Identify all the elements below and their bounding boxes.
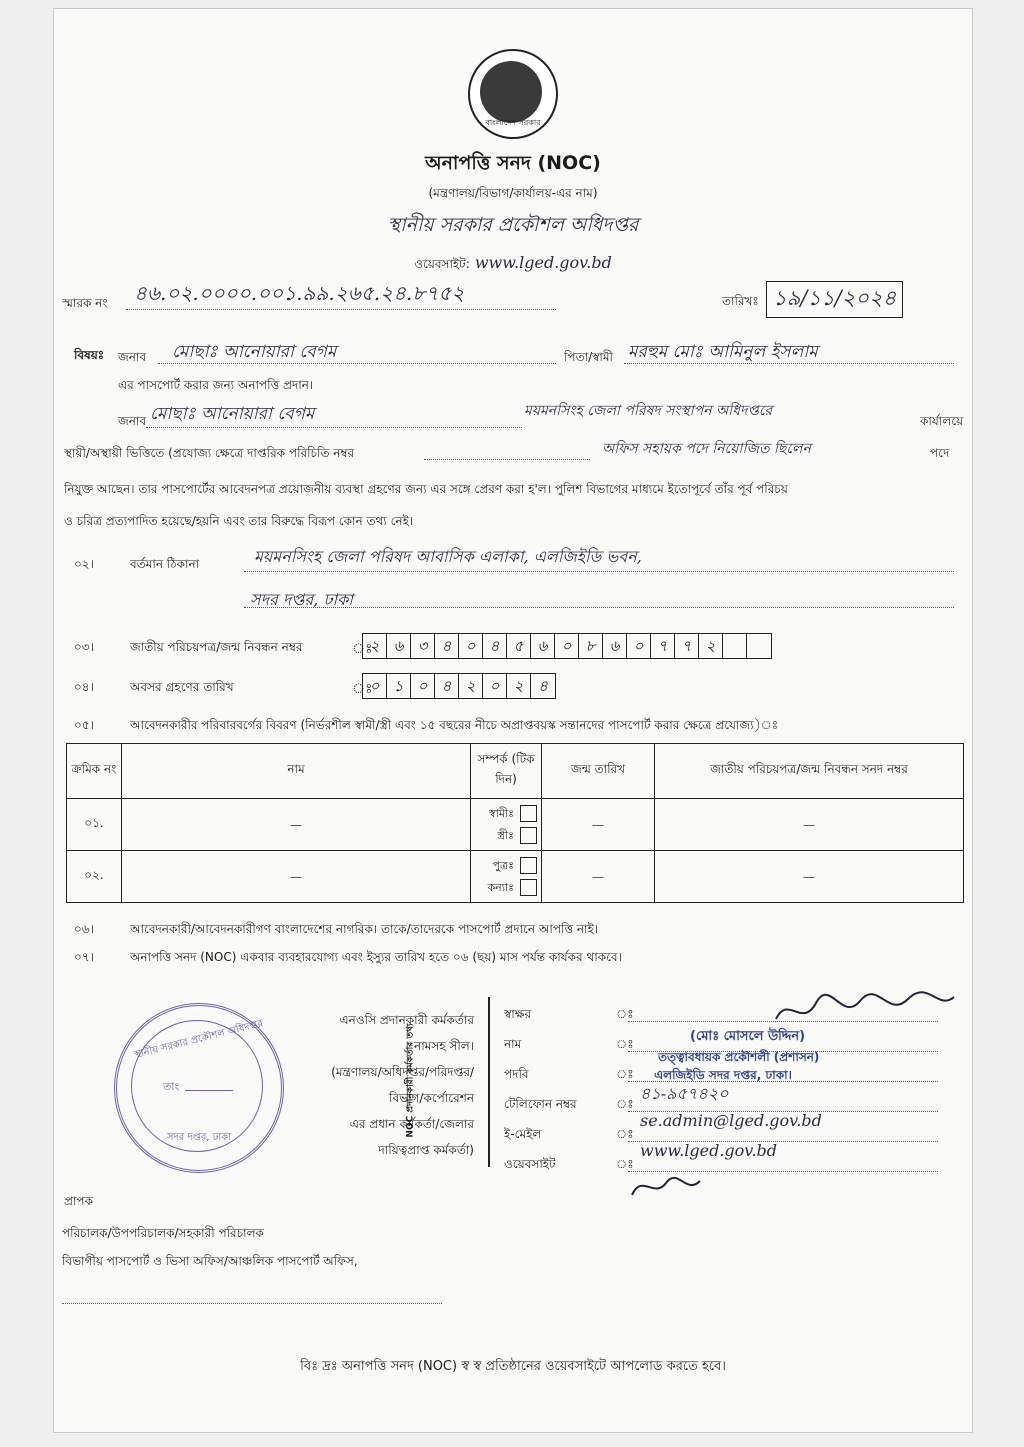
body-designation-handwritten: অফিস সহায়ক পদে নিয়োজিত ছিলেন xyxy=(602,441,811,457)
memo-ref-label: স্মারক নং xyxy=(62,296,108,310)
item-02-number: ০২। xyxy=(74,557,94,571)
present-address-line2: সদর দপ্তর, ঢাকা xyxy=(250,590,353,609)
website-field-label: ওয়েবসাইট xyxy=(504,1157,556,1171)
officer-website: www.lged.gov.bd xyxy=(640,1141,778,1160)
officer-office: এলজিইডি সদর দপ্তর, ঢাকা। xyxy=(654,1068,792,1082)
table-row xyxy=(67,851,964,903)
son-checkbox[interactable] xyxy=(520,857,537,874)
digit-box: ০ xyxy=(483,674,507,698)
present-address-line1: ময়মনসিংহ জেলা পরিষদ আবাসিক এলাকা, এলজিইডি ভবন, xyxy=(254,547,642,566)
item-05-label: আবেদনকারীর পরিবারবর্গের বিবরণ (নির্ভরশীল স্বামী/স্ত্রী এবং ১৫ বছরের নীচে অপ্রাপ্তবয়স্ক সন্তানদের পাসপোর্ট করার ক্ষেত্রে প্রযোজ্য)ঃ xyxy=(130,718,779,732)
phone-label: টেলিফোন নম্বর xyxy=(504,1097,577,1111)
family-details-table xyxy=(66,743,964,903)
digit-box: ৬ xyxy=(531,634,555,658)
officer-phone: ৪১-৯৫৭৪২০ xyxy=(640,1084,729,1103)
signature-label: স্বাক্ষর xyxy=(504,1007,532,1021)
footer-note: বিঃ দ্রঃ অনাপত্তি সনদ (NOC) স্ব স্ব প্রতিষ্ঠানের ওয়েবসাইটে আপলোড করতে হবে। xyxy=(300,1359,726,1374)
document-subtitle: (মন্ত্রণালয়/বিভাগ/কার্যালয়-এর নাম) xyxy=(428,186,598,200)
memo-date-value: ১৯/১১/২০২৪ xyxy=(766,281,903,318)
digit-box: ২ xyxy=(507,674,531,698)
family-table-header xyxy=(67,744,964,799)
col-dob: জন্ম তারিখ xyxy=(542,744,655,799)
digit-box: ৭ xyxy=(675,634,699,658)
body-line3: নিযুক্ত আছেন। তার পাসপোর্টের আবেদনপত্র প্রয়োজনীয় ব্যবস্থা গ্রহণের জন্য এর সঙ্গে প্রেরণ করা হ'ল। পুলিশ বিভাগের মাধ্যমে ইতোপূর্বে তাঁর পূর্ব পরিচয় xyxy=(64,482,788,496)
document-title: অনাপত্তি সনদ (NOC) xyxy=(425,152,601,174)
officer-name: (মোঃ মোসলে উদ্দিন) xyxy=(690,1029,806,1044)
memo-date-label: তারিখঃ xyxy=(722,294,759,308)
digit-box xyxy=(747,634,771,658)
recipient-line2: বিভাগীয় পাসপোর্ট ও ভিসা অফিস/আঞ্চলিক পাসপোর্ট অফিস, xyxy=(62,1254,358,1268)
digit-box: ০ xyxy=(411,674,435,698)
seal-bottom-text: সদর দপ্তর, ঢাকা xyxy=(166,1132,232,1143)
item-06-number: ০৬। xyxy=(74,922,94,936)
row-nid: — xyxy=(655,851,964,903)
row-dob: — xyxy=(542,851,655,903)
row-name: — xyxy=(122,851,471,903)
row-serial: ০১. xyxy=(67,799,122,851)
officer-designation: তত্ত্বাবধায়ক প্রকৌশলী (প্রশাসন) xyxy=(658,1050,820,1064)
seal-date-label: তাং xyxy=(163,1080,180,1093)
seal-text: স্থানীয় সরকার প্রকৌশল অধিদপ্তর xyxy=(133,1018,265,1061)
row-serial: ০২. xyxy=(67,851,122,903)
subject-label: বিষয়ঃ xyxy=(74,348,105,362)
relation-son-label: পুত্রঃ xyxy=(492,858,514,872)
item-04-label: অবসর গ্রহণের তারিখ xyxy=(130,680,234,694)
col-relation: সম্পর্ক (টিক দিন) xyxy=(471,744,542,799)
subject-janab: জনাব xyxy=(118,350,147,364)
col-nid: জাতীয় পরিচয়পত্র/জন্ম নিবন্ধন সনদ নম্বর xyxy=(655,744,964,799)
recipient-line1: পরিচালক/উপপরিচালক/সহকারী পরিচালক xyxy=(62,1226,264,1240)
table-row xyxy=(67,799,964,851)
item-07-text: অনাপত্তি সনদ (NOC) একবার ব্যবহারযোগ্য এবং ইস্যুর তারিখ হতে ০৬ (ছয়) মাস পর্যন্ত কার্যকর থাকবে। xyxy=(130,950,622,964)
digit-box: ০ xyxy=(459,634,483,658)
digit-box: ২ xyxy=(363,634,387,658)
digit-box: ৬ xyxy=(387,634,411,658)
digit-box: ১ xyxy=(387,674,411,698)
body-janab: জনাব xyxy=(118,414,147,428)
name-label: নাম xyxy=(504,1037,522,1051)
item-04-number: ০৪। xyxy=(74,680,94,694)
email-label: ই-মেইল xyxy=(504,1127,542,1141)
relation-husband-label: স্বামীঃ xyxy=(488,806,514,820)
designation-label: পদবি xyxy=(504,1067,529,1081)
digit-box: ০ xyxy=(627,634,651,658)
father-value: মরহুম মোঃ আমিনুল ইসলাম xyxy=(628,342,818,362)
digit-box: ৬ xyxy=(603,634,627,658)
relation-wife-label: স্ত্রীঃ xyxy=(497,828,514,842)
emblem-text: বাংলাদেশ সরকার xyxy=(485,118,541,127)
digit-box: ৪ xyxy=(435,634,459,658)
item-03-label: জাতীয় পরিচয়পত্র/জন্ম নিবন্ধন নম্বর xyxy=(130,640,303,654)
body-line4: ও চরিত্র প্রত্যপাদিত হয়েছে/হয়নি এবং তার বিরুদ্ধে বিরূপ কোন তথ্য নেই। xyxy=(64,514,414,528)
father-label: পিতা/স্বামী xyxy=(564,350,613,364)
item-06-text: আবেদনকারী/আবেদনকারীগণ বাংলাদেশের নাগরিক। তাকে/তাদেরকে পাসপোর্ট প্রদানে আপত্তি নাই। xyxy=(130,922,599,936)
husband-checkbox[interactable] xyxy=(520,805,537,822)
body-applicant-name: মোছাঃ আনোয়ারা বেগম xyxy=(150,404,315,424)
row-name: — xyxy=(122,799,471,851)
body-office-suffix: কার্যালয়ে xyxy=(920,414,964,428)
item-02-label: বর্তমান ঠিকানা xyxy=(130,557,200,571)
item-05-number: ০৫। xyxy=(74,718,94,732)
memo-ref-value: ৪৬.০২.০০০০.০০১.৯৯.২৬৫.২৪.৮৭৫২ xyxy=(134,281,465,305)
website-label: ওয়েবসাইট: xyxy=(414,257,470,271)
body-office-handwritten: ময়মনসিংহ জেলা পরিষদ সংস্থাপন অধিদপ্তরে xyxy=(524,403,773,419)
applicant-name: মোছাঃ আনোয়ারা বেগম xyxy=(172,342,337,362)
digit-box: ০ xyxy=(363,674,387,698)
digit-box: ৮ xyxy=(579,634,603,658)
row-dob: — xyxy=(542,799,655,851)
digit-box: ৪ xyxy=(483,634,507,658)
office-name: স্থানীয় সরকার প্রকৌশল অধিদপ্তর xyxy=(387,214,639,236)
digit-box: ৫ xyxy=(507,634,531,658)
issuer-description: এনওসি প্রদানকারী কর্মকর্তার নামসহ সীল। (মন্ত্রণালয়/অধিদপ্তর/পরিদপ্তর/ বিভাগ/কর্পোরেশন এর প্রধান কর্মকর্তা/জেলার দায়িত্বপ্রাপ্ত কর্মকর্তা) xyxy=(331,1013,474,1157)
daughter-checkbox[interactable] xyxy=(520,879,537,896)
relation-daughter-label: কন্যাঃ xyxy=(487,880,514,894)
retirement-date-boxes xyxy=(362,673,556,699)
recipient-label: প্রাপক xyxy=(64,1194,93,1208)
digit-box: ৪ xyxy=(435,674,459,698)
digit-box: ২ xyxy=(459,674,483,698)
issuer-field-labels xyxy=(504,999,577,1179)
item-07-number: ০৭। xyxy=(74,950,94,964)
digit-box xyxy=(723,634,747,658)
wife-checkbox[interactable] xyxy=(520,827,537,844)
noc-officer-vertical-label: NOC প্রদানকারী কর্মকর্তার তথ্য xyxy=(405,1023,416,1138)
digit-box: ০ xyxy=(555,634,579,658)
col-serial: ক্রমিক নং xyxy=(67,744,122,799)
website-value: www.lged.gov.bd xyxy=(474,253,612,272)
initial-signature xyxy=(626,1169,706,1205)
government-emblem xyxy=(468,49,558,139)
officer-email: se.admin@lged.gov.bd xyxy=(640,1111,822,1130)
digit-box: ৪ xyxy=(538,677,548,695)
body-line2: স্থায়ী/অস্থায়ী ভিত্তিতে (প্রযোজ্য ক্ষেত্রে দাপ্তরিক পরিচিতি নম্বর xyxy=(64,446,355,460)
body-line2-end: পদে xyxy=(930,446,950,460)
noc-document-page: বাংলাদেশ সরকার অনাপত্তি সনদ (NOC) (মন্ত্রণালয়/বিভাগ/কার্যালয়-এর নাম) স্থানীয় সরকার প্রকৌশল অধিদপ্তর ওয়েবসাইট: www.lged.gov.bd স্মারক নং ৪৬.০২.০০০০.০০১.৯৯.২৬৫.২৪.৮৭৫২ তারিখঃ ১৯/১১/২০২৪ বিষয়ঃ জনাব মোছাঃ আনোয়ারা বেগম পিতা/স্বামী মরহুম মোঃ আমিনুল ইসলাম এর পাসপোর্ট করার জন্য অনাপত্তি প্রদান। জনাব মোছাঃ আনোয়ারা বেগম ময়মনসিংহ জেলা পরিষদ সংস্থাপন অধিদপ্তরে কার্যালয়ে স্থায়ী/অস্থায়ী ভিত্তিতে (প্রযোজ্য ক্ষেত্রে দাপ্তরিক পরিচিতি নম্বর অফিস সহায়ক পদে নিয়োজিত ছিলেন পদে নিযুক্ত আছেন। তার পাসপোর্টের আবেদনপত্র প্রয়োজনীয় ব্যবস্থা গ্রহণের জন্য এর সঙ্গে প্রেরণ করা হ'ল। পুলিশ বিভাগের মাধ্যমে ইতোপূর্বে তাঁর পূর্ব পরিচয় ও চরিত্র প্রত্যপাদিত হয়েছে/হয়নি এবং তার বিরুদ্ধে বিরূপ কোন তথ্য নেই। ০২। বর্তমান ঠিকানা ময়মনসিংহ জেলা পরিষদ আবাসিক এলাকা, এলজিইডি ভবন, সদর দপ্তর, ঢাকা ০৩। জাতীয় পরিচয়পত্র/জন্ম নিবন্ধন নম্বর ঃ ২ ৬ ৩ ৪ ০ ৪ ৫ ৬ ০ ৮ ৬ ০ ৭ ৭ ২ ০৪। অবসর গ্রহণের তারিখ ঃ ০ ১ ০ ৪ ২ ০ ২ ৪ ০৫। আবেদনকারীর পরিবারবর্গের বিবরণ (নির্ভরশীল স্বামী/স্ত্রী এবং ১৫ বছরের নীচে অপ্রাপ্তবয়স্ক সন্তানদের পাসপোর্ট করার ক্ষেত্রে প্রযোজ্য)ঃ ক্রমিক নং নাম সম্পর্ক (টিক দিন) জন্ম তারিখ জাতীয় পরিচয়পত্র/জন্ম নিবন্ধন সনদ নম্বর ০১. — স্বামীঃ স্ত্রীঃ — — ০২. — পুত্রঃ কন্যাঃ — — ০৬। আবেদনকারী/আবেদনকারীগণ বাংলাদেশের নাগরিক। তাকে/তাদেরকে পাসপোর্ট প্রদানে আপত্তি নাই। ০৭। অনাপত্তি সনদ (NOC) একবার ব্যবহারযোগ্য এবং ইস্যুর তারিখ হতে ০৬ (ছয়) মাস পর্যন্ত কার্যকর থাকবে। স্থানীয় সরকার প্রকৌশল অধিদপ্তর তাং সদর দপ্তর, ঢাকা এনওসি প্রদানকারী কর্মকর্তার নামসহ সীল। (মন্ত্রণালয়/অধিদপ্তর/পরিদপ্তর/ বিভাগ/কর্পোরেশন এর প্রধান কর্মকর্তা/জেলার দায়িত্বপ্রাপ্ত কর্মকর্তা) NOC প্রদানকারী কর্মকর্তার তথ্য স্বাক্ষর নাম পদবি টেলিফোন নম্বর ই-মেইল ওয়েবসাইট ঃ ঃ ঃ ঃ ঃ ঃ (মোঃ মোসলে উদ্দিন) তত্ত্বাবধায়ক প্রকৌশলী (প্রশাসন) এলজিইডি সদর দপ্তর, ঢাকা। ৪১-৯৫৭৪২০ se.admin@lged.gov.bd www.lged.gov.bd প্রাপক পরিচালক/উপপরিচালক/সহকারী পরিচালক বিভাগীয় পাসপোর্ট ও ভিসা অফিস/আঞ্চলিক পাসপোর্ট অফিস, বিঃ দ্রঃ অনাপত্তি সনদ (NOC) স্ব স্ব প্রতিষ্ঠানের ওয়েবসাইটে আপলোড করতে হবে। xyxy=(53,8,973,1433)
nid-digit-boxes xyxy=(362,633,772,659)
digit-box: ৩ xyxy=(411,634,435,658)
col-name: নাম xyxy=(122,744,471,799)
digit-box: ৭ xyxy=(651,634,675,658)
item-03-number: ০৩। xyxy=(74,640,94,654)
subject-line2: এর পাসপোর্ট করার জন্য অনাপত্তি প্রদান। xyxy=(118,378,314,392)
row-nid: — xyxy=(655,799,964,851)
digit-box: ২ xyxy=(699,634,723,658)
